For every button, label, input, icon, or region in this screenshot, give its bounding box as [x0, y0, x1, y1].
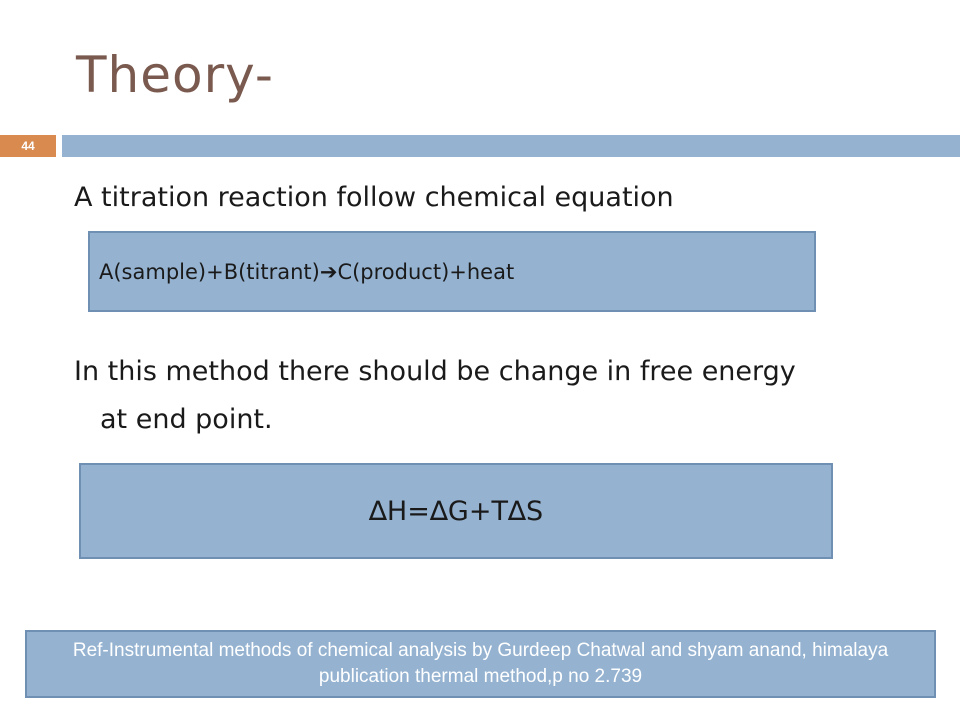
reaction-equation-box: [88, 231, 816, 312]
slide-title: Theory-: [76, 46, 274, 104]
header-accent-bar: [62, 135, 960, 157]
page-number-badge: 44: [0, 135, 56, 157]
free-energy-equation: ∆H=∆G+T∆S: [368, 495, 544, 527]
reference-box: [25, 630, 936, 698]
body-line-1: In this method there should be change in free energy: [74, 356, 796, 387]
arrow-icon: ➔: [319, 259, 338, 284]
reference-text: Ref-Instrumental methods of chemical analysis by Gurdeep Chatwal and shyam anand, himalaya publication thermal method,p no 2.739: [72, 640, 889, 687]
intro-text: A titration reaction follow chemical equation: [74, 182, 674, 213]
body-line-2: at end point.: [100, 404, 273, 435]
equation-reactants: A(sample)+B(titrant): [99, 259, 320, 284]
equation-products: C(product)+heat: [337, 259, 515, 284]
body-paragraph: [74, 348, 924, 444]
free-energy-equation-box: [79, 463, 833, 559]
